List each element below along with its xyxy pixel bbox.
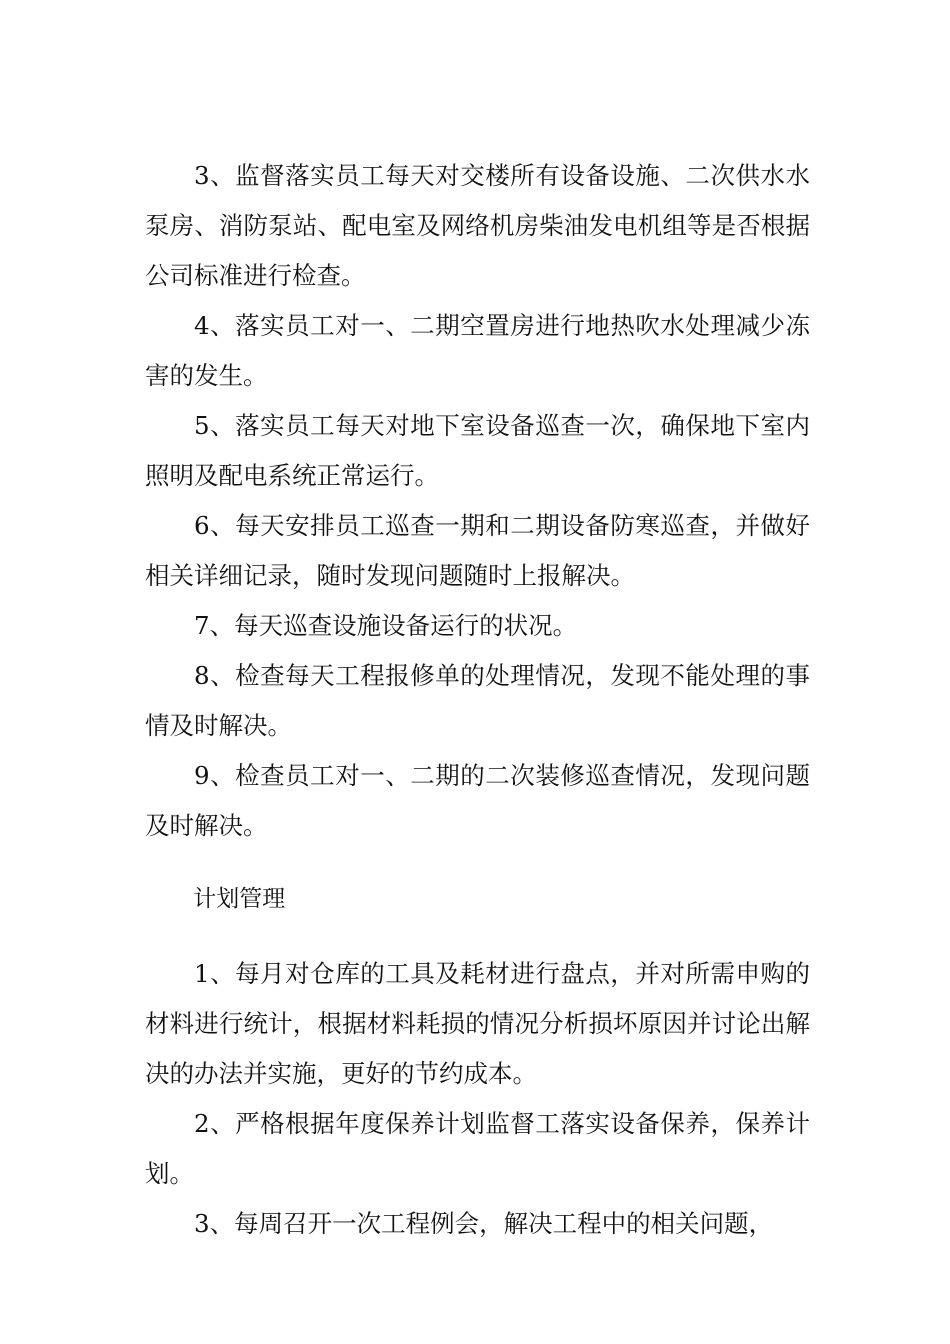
paragraph-item-9: 9、检查员工对一、二期的二次装修巡查情况，发现问题及时解决。 [145, 760, 810, 840]
paragraph-item-7: 7、每天巡查设施设备运行的状况。 [194, 610, 578, 640]
paragraph-item-3: 3、监督落实员工每天对交楼所有设备设施、二次供水水泵房、消防泵站、配电室及网络机房柴油发电机组等是否根据公司标准进行检查。 [145, 160, 810, 290]
paragraph-item-8: 8、检查每天工程报修单的处理情况，发现不能处理的事情及时解决。 [145, 660, 810, 740]
paragraph-item-6: 6、每天安排员工巡查一期和二期设备防寒巡查，并做好相关详细记录，随时发现问题随时上报解决。 [145, 510, 810, 590]
plan-item-1: 1、每月对仓库的工具及耗材进行盘点，并对所需申购的材料进行统计，根据材料耗损的情况分析损坏原因并讨论出解决的办法并实施，更好的节约成本。 [145, 958, 810, 1088]
section-heading: 计划管理 [193, 886, 286, 912]
plan-item-3: 3、每周召开一次工程例会，解决工程中的相关问题， [194, 1208, 774, 1238]
paragraph-item-4: 4、落实员工对一、二期空置房进行地热吹水处理减少冻害的发生。 [145, 310, 810, 390]
paragraph-item-5: 5、落实员工每天对地下室设备巡查一次，确保地下室内照明及配电系统正常运行。 [145, 410, 810, 490]
plan-item-2: 2、严格根据年度保养计划监督工落实设备保养，保养计划。 [145, 1108, 810, 1188]
